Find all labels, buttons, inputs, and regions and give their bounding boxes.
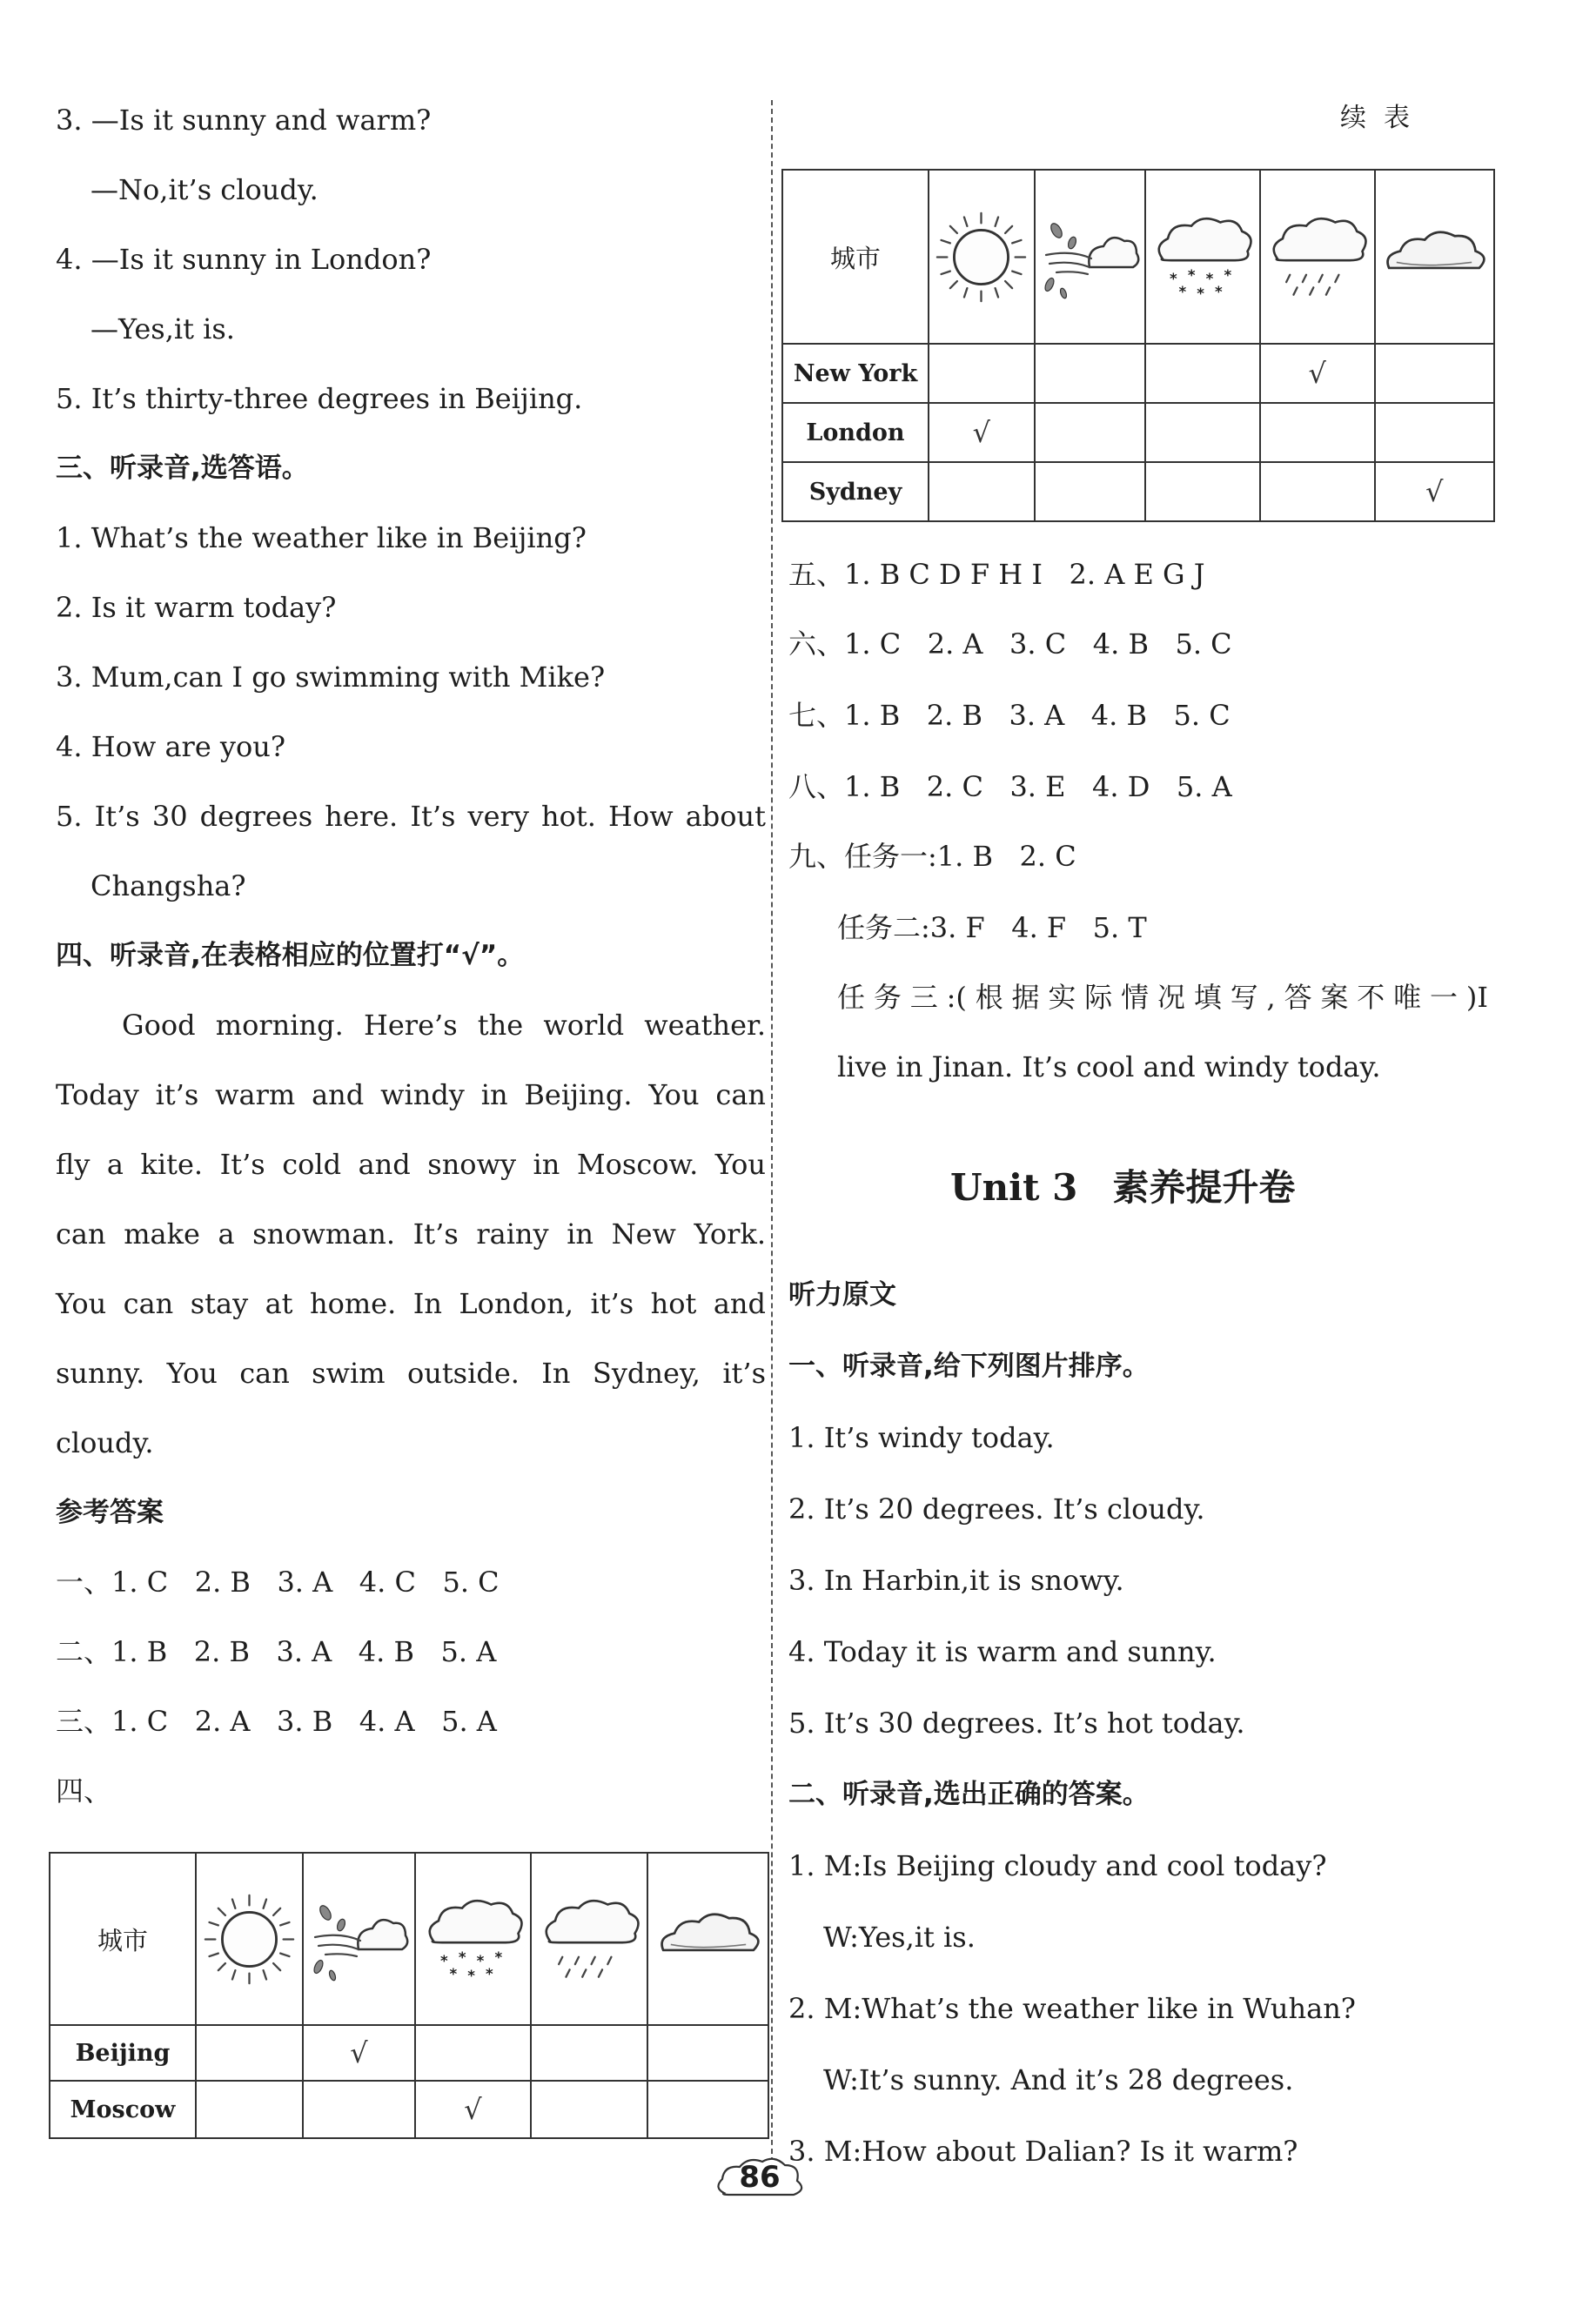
sun-icon bbox=[196, 1853, 303, 2025]
page-number-text: 86 bbox=[739, 2160, 781, 2195]
line: —No,it’s cloudy. bbox=[91, 173, 319, 206]
dialogue-line: W:It’s sunny. And it’s 28 degrees. bbox=[823, 2063, 1294, 2096]
answer-line: 七、1. B 2. B 3. A 4. B 5. C bbox=[788, 699, 1231, 732]
unit-title-cn: 素养提升卷 bbox=[1112, 1166, 1296, 1209]
snow-cloud-icon bbox=[415, 1853, 532, 2025]
section-heading: 二、听录音,选出正确的答案。 bbox=[788, 1779, 1150, 1810]
tick-cell bbox=[196, 2025, 303, 2081]
tick-cell bbox=[531, 2081, 647, 2138]
answer-line: 五、1. B C D F H I 2. A E G J bbox=[788, 558, 1205, 591]
tick-cell bbox=[929, 344, 1035, 403]
answer-line: 九、任务一:1. B 2. C bbox=[788, 840, 1076, 873]
passage-line: cloudy. bbox=[56, 1426, 154, 1459]
line: 3. —Is it sunny and warm? bbox=[56, 104, 432, 137]
tick-cell bbox=[1035, 344, 1145, 403]
tick-cell bbox=[1375, 403, 1494, 462]
sun-icon bbox=[929, 170, 1035, 344]
passage-line: can make a snowman. It’s rainy in New York. bbox=[56, 1217, 766, 1251]
table-header-city: 城市 bbox=[50, 1853, 196, 2025]
line: 5. It’s 30 degrees. It’s hot today. bbox=[788, 1707, 1245, 1740]
table-row-city: Sydney bbox=[782, 462, 929, 521]
answer-line: 任务二:3. F 4. F 5. T bbox=[837, 911, 1147, 944]
wind-icon bbox=[303, 1853, 414, 2025]
passage-line: You can stay at home. In London, it’s hot and bbox=[56, 1287, 766, 1320]
tick-cell bbox=[1035, 462, 1145, 521]
snow-cloud-icon bbox=[1145, 170, 1260, 344]
tick-cell bbox=[196, 2081, 303, 2138]
answer-line: 八、1. B 2. C 3. E 4. D 5. A bbox=[788, 770, 1232, 803]
unit-title bbox=[950, 1159, 1295, 1211]
table-row-city: London bbox=[782, 403, 929, 462]
table-row-city: New York bbox=[782, 344, 929, 403]
answer-line: 任务三:(根据实际情况填写,答案不唯一)I bbox=[837, 981, 1488, 1014]
line: 3. In Harbin,it is snowy. bbox=[788, 1564, 1124, 1597]
table-row-city: Beijing bbox=[50, 2025, 196, 2081]
line: 5. It’s 30 degrees here. It’s very hot. How about bbox=[56, 800, 766, 833]
tick-cell bbox=[929, 462, 1035, 521]
weather-table-left bbox=[49, 1852, 769, 2139]
page-number bbox=[712, 2155, 808, 2207]
line: 2. Is it warm today? bbox=[56, 591, 337, 624]
tick-cell bbox=[1260, 462, 1375, 521]
table-header-city: 城市 bbox=[782, 170, 929, 344]
line: Changsha? bbox=[91, 869, 246, 902]
line: 5. It’s thirty-three degrees in Beijing. bbox=[56, 382, 583, 415]
dialogue-line: 1. M:Is Beijing cloudy and cool today? bbox=[788, 1849, 1327, 1882]
tick-cell bbox=[647, 2025, 768, 2081]
tick-cell bbox=[1260, 403, 1375, 462]
answer-line: 二、1. B 2. B 3. A 4. B 5. A bbox=[56, 1635, 497, 1668]
answer-line: 四、 bbox=[56, 1774, 112, 1807]
dialogue-line: 3. M:How about Dalian? Is it warm? bbox=[788, 2135, 1298, 2168]
weather-table-right bbox=[781, 169, 1495, 522]
tick-cell: √ bbox=[1260, 344, 1375, 403]
line: 1. What’s the weather like in Beijing? bbox=[56, 521, 587, 554]
answer-line: 三、1. C 2. A 3. B 4. A 5. A bbox=[56, 1705, 497, 1738]
line: 4. —Is it sunny in London? bbox=[56, 243, 432, 276]
line: 2. It’s 20 degrees. It’s cloudy. bbox=[788, 1492, 1205, 1526]
unit-title-en: Unit 3 bbox=[950, 1166, 1078, 1209]
line: —Yes,it is. bbox=[91, 312, 235, 345]
passage-line: sunny. You can swim outside. In Sydney, it’s bbox=[56, 1357, 766, 1390]
wind-icon bbox=[1035, 170, 1145, 344]
continued-label: 续表 bbox=[1340, 103, 1427, 133]
tick-cell bbox=[1145, 403, 1260, 462]
passage-line: Today it’s warm and windy in Beijing. You can bbox=[56, 1078, 766, 1111]
tick-cell bbox=[1035, 403, 1145, 462]
passage-line: Good morning. Here’s the world weather. bbox=[122, 1009, 766, 1042]
tick-cell: √ bbox=[1375, 462, 1494, 521]
tick-cell bbox=[1145, 462, 1260, 521]
dialogue-line: W:Yes,it is. bbox=[823, 1921, 976, 1954]
section-heading: 四、听录音,在表格相应的位置打“√”。 bbox=[56, 940, 525, 971]
line: 4. How are you? bbox=[56, 730, 286, 763]
tick-cell bbox=[531, 2025, 647, 2081]
tick-cell bbox=[647, 2081, 768, 2138]
tick-cell bbox=[415, 2025, 532, 2081]
cloud-icon bbox=[1375, 170, 1494, 344]
tick-cell bbox=[303, 2081, 414, 2138]
table-row-city: Moscow bbox=[50, 2081, 196, 2138]
tick-cell bbox=[1375, 344, 1494, 403]
column-divider bbox=[771, 100, 773, 2180]
answer-line: 六、1. C 2. A 3. C 4. B 5. C bbox=[788, 627, 1232, 661]
line: 3. Mum,can I go swimming with Mike? bbox=[56, 661, 606, 694]
passage-line: fly a kite. It’s cold and snowy in Moscow. You bbox=[56, 1148, 766, 1181]
dialogue-line: 2. M:What’s the weather like in Wuhan? bbox=[788, 1992, 1356, 2025]
line: 1. It’s windy today. bbox=[788, 1421, 1055, 1454]
tick-cell: √ bbox=[415, 2081, 532, 2138]
answer-line: 一、1. C 2. B 3. A 4. C 5. C bbox=[56, 1566, 500, 1599]
tick-cell: √ bbox=[303, 2025, 414, 2081]
cloud-icon bbox=[647, 1853, 768, 2025]
tick-cell: √ bbox=[929, 403, 1035, 462]
tick-cell bbox=[1145, 344, 1260, 403]
rain-cloud-icon bbox=[531, 1853, 647, 2025]
section-heading: 一、听录音,给下列图片排序。 bbox=[788, 1351, 1150, 1382]
section-heading: 听力原文 bbox=[788, 1279, 896, 1311]
answer-line: live in Jinan. It’s cool and windy today. bbox=[837, 1050, 1381, 1083]
section-heading: 参考答案 bbox=[56, 1497, 164, 1528]
line: 4. Today it is warm and sunny. bbox=[788, 1635, 1217, 1668]
rain-cloud-icon bbox=[1260, 170, 1375, 344]
section-heading: 三、听录音,选答语。 bbox=[56, 453, 309, 484]
